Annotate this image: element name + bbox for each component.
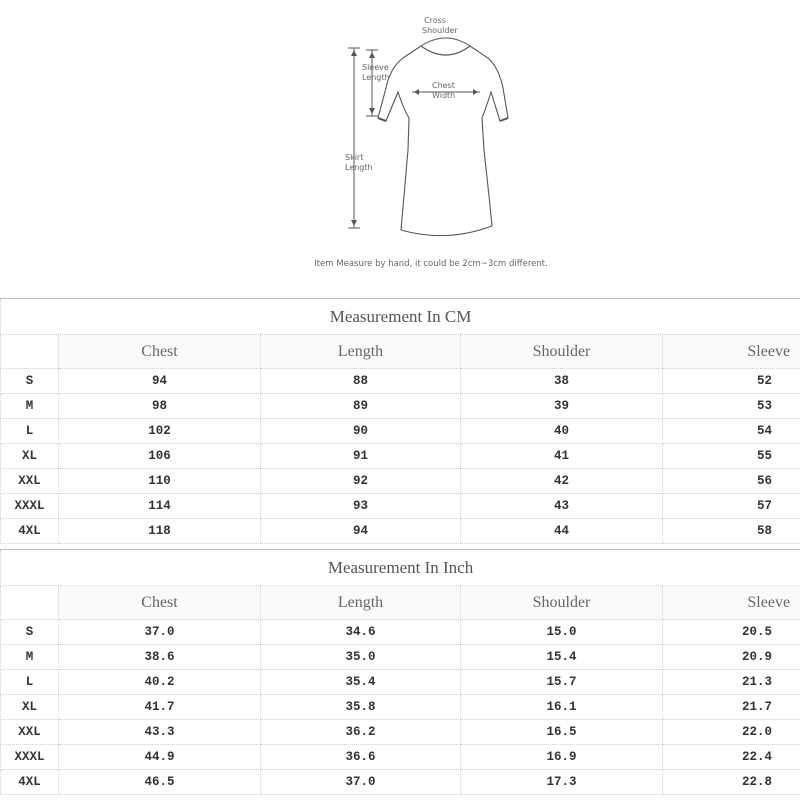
shoulder-cell: 40	[461, 419, 663, 444]
length-cell: 90	[261, 419, 461, 444]
shoulder-cell: 16.5	[461, 720, 663, 745]
shoulder-cell: 44	[461, 519, 663, 544]
length-cell: 36.2	[261, 720, 461, 745]
column-header-length: Length	[261, 586, 461, 620]
table-row	[1, 720, 800, 745]
column-header-length: Length	[261, 335, 461, 369]
size-cell: M	[1, 645, 59, 670]
chest-cell: 40.2	[59, 670, 261, 695]
dress-measurement-diagram	[0, 0, 800, 290]
length-cell: 88	[261, 369, 461, 394]
length-cell: 35.8	[261, 695, 461, 720]
table-row	[1, 419, 800, 444]
table-row	[1, 369, 800, 394]
label-skirt: Skirt	[345, 153, 364, 162]
column-header-sleeve: Sleeve	[663, 586, 800, 620]
shoulder-cell: 43	[461, 494, 663, 519]
table-row	[1, 444, 800, 469]
size-cell: S	[1, 620, 59, 645]
chest-cell: 43.3	[59, 720, 261, 745]
label-sleeve: Sleeve	[362, 63, 389, 72]
measurement-note: Item Measure by hand, it could be 2cm~3cm different.	[314, 259, 548, 269]
table-title: Measurement In CM	[1, 299, 800, 335]
chest-cell: 110	[59, 469, 261, 494]
shoulder-cell: 39	[461, 394, 663, 419]
label-chest: Chest	[432, 81, 455, 90]
table-row	[1, 394, 800, 419]
table-row	[1, 519, 800, 544]
sleeve-cell: 58	[663, 519, 800, 544]
column-header-chest: Chest	[59, 335, 261, 369]
sleeve-cell: 53	[663, 394, 800, 419]
shoulder-cell: 38	[461, 369, 663, 394]
chest-cell: 46.5	[59, 770, 261, 795]
length-cell: 92	[261, 469, 461, 494]
shoulder-cell: 15.7	[461, 670, 663, 695]
table-row	[1, 494, 800, 519]
dress-outline	[378, 46, 508, 236]
measurement-table-cm	[0, 298, 800, 544]
measurement-table-inch	[0, 549, 800, 795]
size-cell: XL	[1, 444, 59, 469]
table-row	[1, 670, 800, 695]
table-row	[1, 695, 800, 720]
length-cell: 34.6	[261, 620, 461, 645]
size-header	[1, 586, 59, 620]
chest-cell: 94	[59, 369, 261, 394]
column-header-shoulder: Shoulder	[461, 335, 663, 369]
sleeve-cell: 56	[663, 469, 800, 494]
table-row	[1, 469, 800, 494]
sleeve-cell: 22.0	[663, 720, 800, 745]
sleeve-cell: 21.3	[663, 670, 800, 695]
size-cell: XXXL	[1, 494, 59, 519]
sleeve-cell: 20.9	[663, 645, 800, 670]
sleeve-cell: 57	[663, 494, 800, 519]
shoulder-cell: 15.0	[461, 620, 663, 645]
sleeve-cell: 55	[663, 444, 800, 469]
length-cell: 37.0	[261, 770, 461, 795]
length-cell: 94	[261, 519, 461, 544]
shoulder-cell: 42	[461, 469, 663, 494]
chest-cell: 37.0	[59, 620, 261, 645]
shoulder-cell: 16.1	[461, 695, 663, 720]
length-cell: 93	[261, 494, 461, 519]
label-cross: Cross	[424, 16, 446, 25]
length-cell: 89	[261, 394, 461, 419]
sleeve-cell: 22.8	[663, 770, 800, 795]
shoulder-cell: 17.3	[461, 770, 663, 795]
length-cell: 91	[261, 444, 461, 469]
shoulder-cell: 15.4	[461, 645, 663, 670]
chest-cell: 44.9	[59, 745, 261, 770]
size-cell: XXL	[1, 720, 59, 745]
table-title: Measurement In Inch	[1, 550, 800, 586]
size-cell: XXL	[1, 469, 59, 494]
size-cell: L	[1, 670, 59, 695]
sleeve-cell: 21.7	[663, 695, 800, 720]
label-shoulder: Shoulder	[422, 26, 458, 35]
table-row	[1, 620, 800, 645]
length-cell: 35.0	[261, 645, 461, 670]
size-cell: L	[1, 419, 59, 444]
chest-cell: 118	[59, 519, 261, 544]
label-width: Width	[432, 91, 456, 100]
size-cell: XL	[1, 695, 59, 720]
size-cell: S	[1, 369, 59, 394]
column-header-sleeve: Sleeve	[663, 335, 800, 369]
chest-cell: 102	[59, 419, 261, 444]
chest-cell: 98	[59, 394, 261, 419]
table-row	[1, 645, 800, 670]
sleeve-cell: 54	[663, 419, 800, 444]
shoulder-cell: 41	[461, 444, 663, 469]
shoulder-cell: 16.9	[461, 745, 663, 770]
chest-cell: 38.6	[59, 645, 261, 670]
column-header-shoulder: Shoulder	[461, 586, 663, 620]
sleeve-cell: 20.5	[663, 620, 800, 645]
size-cell: 4XL	[1, 770, 59, 795]
size-cell: XXXL	[1, 745, 59, 770]
label-skirt-length: Length	[345, 163, 373, 172]
column-header-chest: Chest	[59, 586, 261, 620]
length-cell: 35.4	[261, 670, 461, 695]
chest-cell: 114	[59, 494, 261, 519]
size-header	[1, 335, 59, 369]
table-row	[1, 770, 800, 795]
sleeve-cell: 22.4	[663, 745, 800, 770]
label-sleeve-length: Length	[362, 73, 390, 82]
chest-cell: 41.7	[59, 695, 261, 720]
table-row	[1, 745, 800, 770]
sleeve-cell: 52	[663, 369, 800, 394]
size-cell: M	[1, 394, 59, 419]
chest-cell: 106	[59, 444, 261, 469]
length-cell: 36.6	[261, 745, 461, 770]
size-cell: 4XL	[1, 519, 59, 544]
